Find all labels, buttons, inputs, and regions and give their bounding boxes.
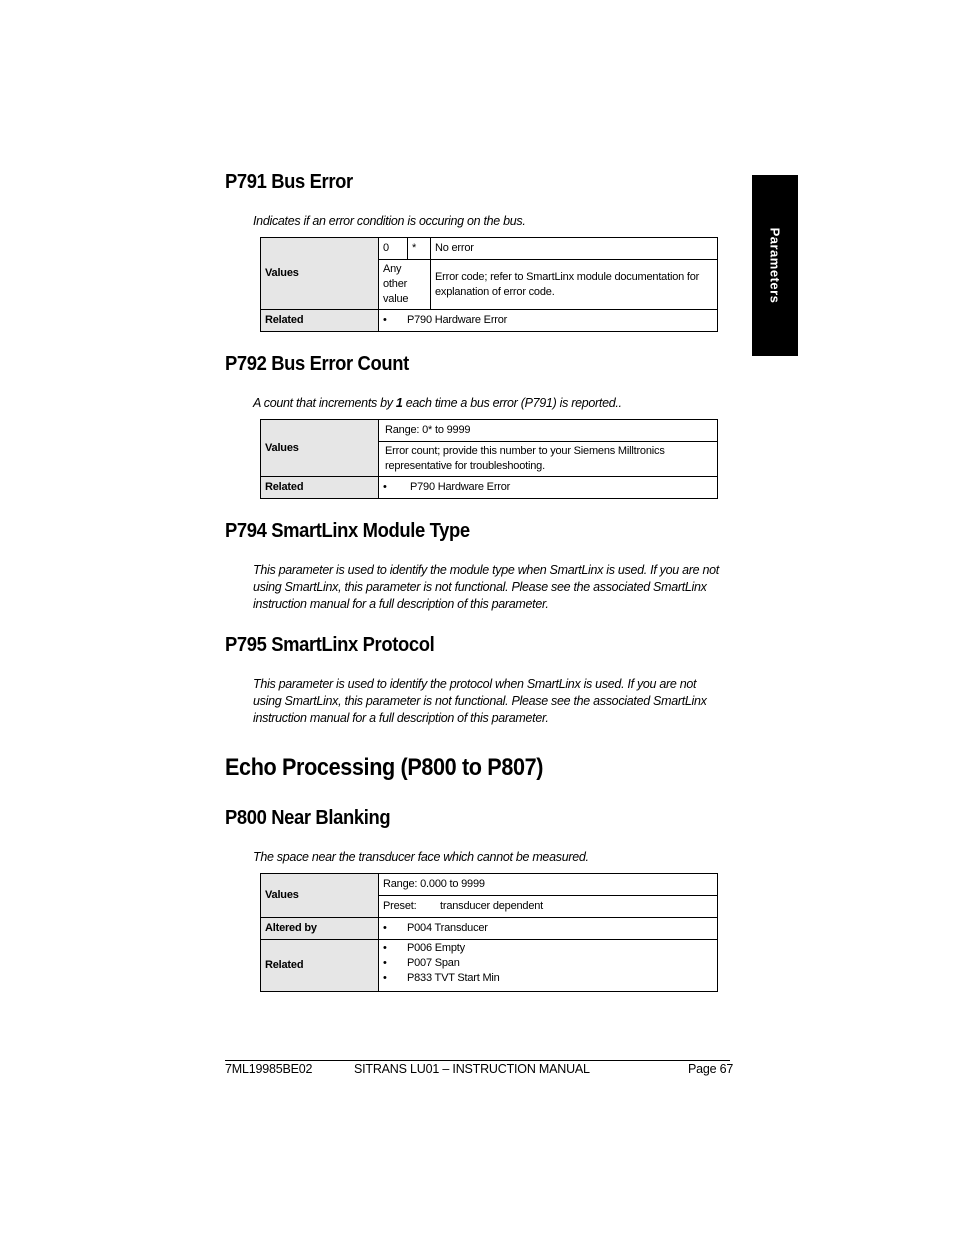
p800-range: Range: 0.000 to 9999 xyxy=(379,874,718,896)
p800-related-item: P007 Span xyxy=(407,957,460,969)
p792-table xyxy=(260,419,718,499)
footer-doc-number: 7ML19985BE02 xyxy=(225,1062,313,1076)
p791-table xyxy=(260,237,718,332)
p800-altered-cell: • P004 Transducer xyxy=(379,918,718,940)
p791-value-zero: 0 xyxy=(379,238,408,260)
p800-altered-item: P004 Transducer xyxy=(407,922,488,934)
p792-related-item: P790 Hardware Error xyxy=(410,481,511,493)
p800-related-item: P006 Empty xyxy=(407,942,465,954)
p800-related-cell: • P006 Empty • P007 Span • P833 TVT Start Min xyxy=(379,940,718,992)
p791-related-item: P790 Hardware Error xyxy=(407,314,508,326)
p792-description: A count that increments by 1 each time a bus error (P791) is reported.. xyxy=(253,396,622,410)
p795-description: This parameter is used to identify the protocol when SmartLinx is used. If you are not using SmartLinx, this parameter is not functional. Please see the associated SmartLinx instruction manual for a full description of this parameter. xyxy=(253,677,707,725)
p792-related-cell: • P790 Hardware Error xyxy=(379,477,718,499)
p800-related-label: Related xyxy=(261,940,379,992)
section-tab-label: Parameters xyxy=(767,227,783,304)
p791-value-other-desc: Error code; refer to SmartLinx module documentation for explanation of error code. xyxy=(431,260,718,310)
p792-values-label: Values xyxy=(261,420,379,477)
p791-description: Indicates if an error condition is occuring on the bus. xyxy=(253,214,526,228)
p800-altered-label: Altered by xyxy=(261,918,379,940)
p800-heading: P800 Near Blanking xyxy=(225,807,391,829)
p791-value-other: Any other value xyxy=(379,260,431,310)
p800-related-item: P833 TVT Start Min xyxy=(407,972,500,984)
p794-description: This parameter is used to identify the module type when SmartLinx is used. If you are not using SmartLinx, this parameter is not functional. Please see the associated SmartLinx instruction manual for a full description of this parameter. xyxy=(253,563,719,611)
p800-table xyxy=(260,873,718,992)
p791-value-zero-desc: No error xyxy=(431,238,718,260)
p800-preset: Preset: transducer dependent xyxy=(379,896,718,918)
p791-heading: P791 Bus Error xyxy=(225,171,353,193)
p792-range: Range: 0* to 9999 xyxy=(379,420,718,442)
p794-heading: P794 SmartLinx Module Type xyxy=(225,520,470,542)
p791-related-label: Related xyxy=(261,310,379,332)
p800-values-label: Values xyxy=(261,874,379,918)
p791-related-cell: • P790 Hardware Error xyxy=(379,310,718,332)
p791-values-label: Values xyxy=(261,238,379,310)
footer-rule xyxy=(225,1060,730,1061)
section-tab-parameters xyxy=(752,175,798,356)
footer-page-number: Page 67 xyxy=(688,1062,734,1076)
p800-description: The space near the transducer face which cannot be measured. xyxy=(253,850,589,864)
p792-heading: P792 Bus Error Count xyxy=(225,353,409,375)
echo-processing-heading: Echo Processing (P800 to P807) xyxy=(225,754,544,781)
p795-heading: P795 SmartLinx Protocol xyxy=(225,634,435,656)
p791-default-marker: * xyxy=(408,238,431,260)
p792-related-label: Related xyxy=(261,477,379,499)
footer-manual-title: SITRANS LU01 – INSTRUCTION MANUAL xyxy=(354,1062,590,1076)
p792-note: Error count; provide this number to your Siemens Milltronics representative for troubleshooting. xyxy=(379,442,718,477)
